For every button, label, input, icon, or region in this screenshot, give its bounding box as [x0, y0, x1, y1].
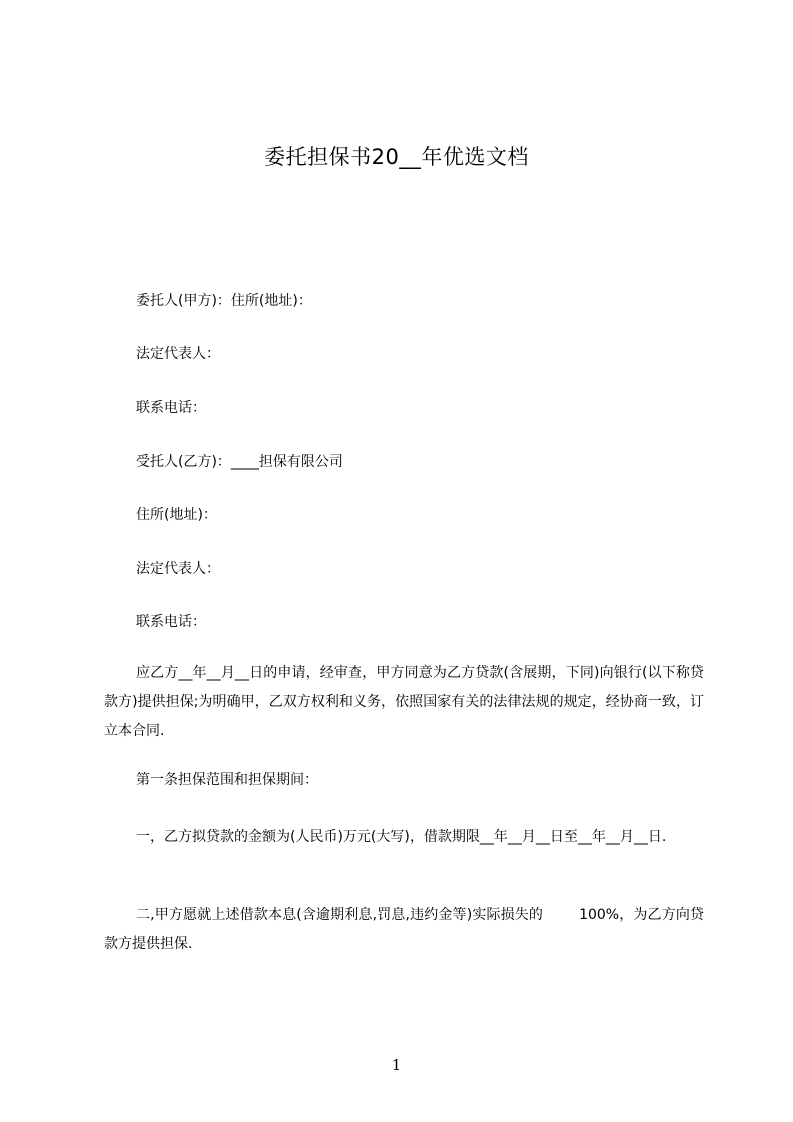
field-legal-rep-b: 法定代表人：	[136, 561, 220, 577]
document-title: 委托担保书20__年优选文档	[264, 145, 529, 169]
clause-2-text: 二,甲方愿就上述借款本息(含逾期利息,罚息,违约金等)实际损失的	[136, 907, 544, 923]
field-trustee: 受托人(乙方)：____担保有限公司	[136, 454, 343, 470]
page-number: 1	[391, 1056, 402, 1074]
clause-2-tail: ，为乙方向贷款方提供担保.	[104, 907, 704, 952]
article-1-heading: 第一条担保范围和担保期间：	[136, 772, 318, 788]
field-address-b: 住所(地址)：	[136, 507, 217, 523]
field-phone-b: 联系电话：	[136, 614, 206, 630]
paragraph-intro: 应乙方__年__月__日的申请，经审查，甲方同意为乙方贷款(含展期，下同)向银行(以下称贷款方)提供担保;为明确甲，乙双方权利和义务，依照国家有关的法律法规的规定，经协商一致，订立本合同.	[104, 665, 704, 739]
field-entrustor: 委托人(甲方)：住所(地址)：	[136, 293, 312, 309]
clause-2-percent: 100%	[579, 907, 620, 923]
clause-1: 一，乙方拟贷款的金额为(人民币)万元(大写)，借款期限__年__月__日至__年__月__日.	[136, 829, 667, 845]
field-phone-a: 联系电话：	[136, 400, 206, 416]
clause-2	[104, 901, 704, 959]
field-legal-rep-a: 法定代表人：	[136, 346, 220, 362]
